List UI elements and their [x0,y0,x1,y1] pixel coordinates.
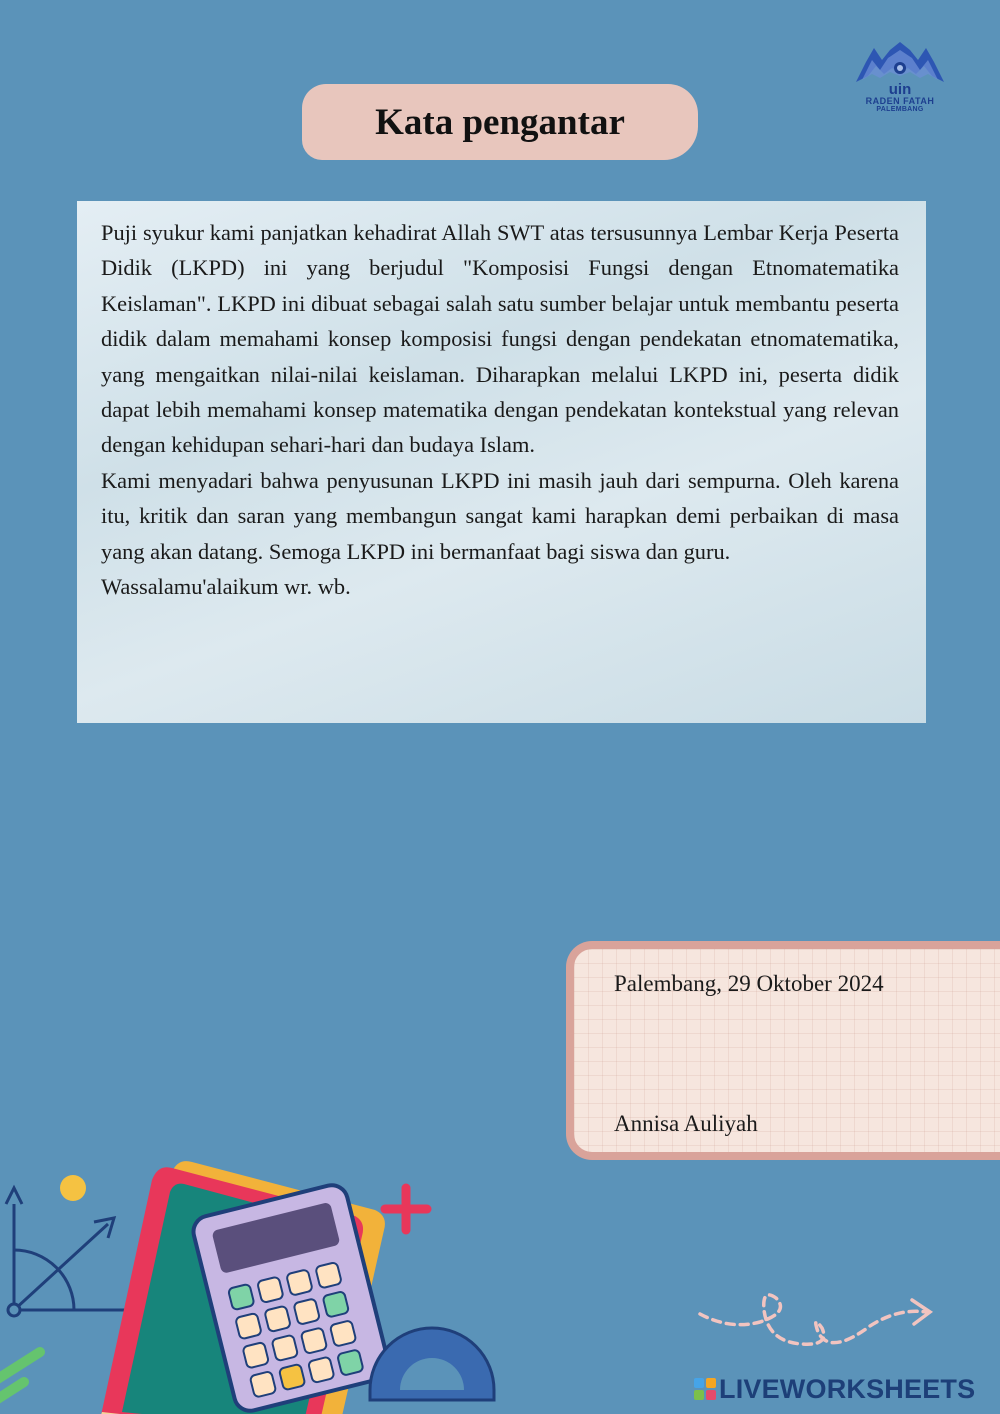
university-logo [852,38,948,118]
foreword-paragraph-1: Puji syukur kami panjatkan kehadirat Allah SWT atas tersusunnya Lembar Kerja Peserta Didik (LKPD) ini yang berjudul "Komposisi Fungsi dengan Etnomatematika Keislaman". LKPD ini dibuat sebagai salah satu sumber belajar untuk membantu peserta didik dalam memahami konsep komposisi fungsi dengan pendekatan etnomatematika, yang mengaitkan nilai-nilai keislaman. Diharapkan melalui LKPD ini, peserta didik dapat lebih memahami konsep matematika dengan pendekatan kontekstual yang relevan dengan kehidupan sehari-hari dan budaya Islam. [101,220,899,458]
logo-line2: PALEMBANG [876,106,924,113]
math-tools-illustration [0,1150,520,1414]
place-date: Palembang, 29 Oktober 2024 [614,971,884,996]
protractor-icon [370,1328,494,1400]
liveworksheets-logo-icon [694,1378,716,1400]
axes-icon [6,1188,144,1318]
title-banner [302,84,698,160]
liveworksheets-wordmark: LIVEWORKSHEETS [719,1373,976,1404]
foreword-paragraph-2: Kami menyadari bahwa penyusunan LKPD ini masih jauh dari sempurna. Oleh karena itu, kritik dan saran yang membangun sangat kami harapkan demi perbaikan di masa yang akan datang. Semoga LKPD ini bermanfaat bagi siswa dan guru. [101,467,899,564]
page-title: Kata pengantar [375,101,625,143]
dash-icon [0,1352,40,1380]
signature-card [566,941,1000,1160]
foreword-text-box [77,201,926,723]
dot-icon [60,1175,86,1201]
logo-line1: RADEN FATAH [865,96,935,106]
uin-logo-icon [852,38,948,96]
author-name: Annisa Auliyah [614,1111,758,1136]
svg-text:uin: uin [888,81,912,96]
closing-greeting: Wassalamu'alaikum wr. wb. [101,574,351,600]
dashed-arrow-icon [690,1286,940,1368]
plus-icon [385,1188,427,1230]
liveworksheets-brand [694,1372,975,1406]
